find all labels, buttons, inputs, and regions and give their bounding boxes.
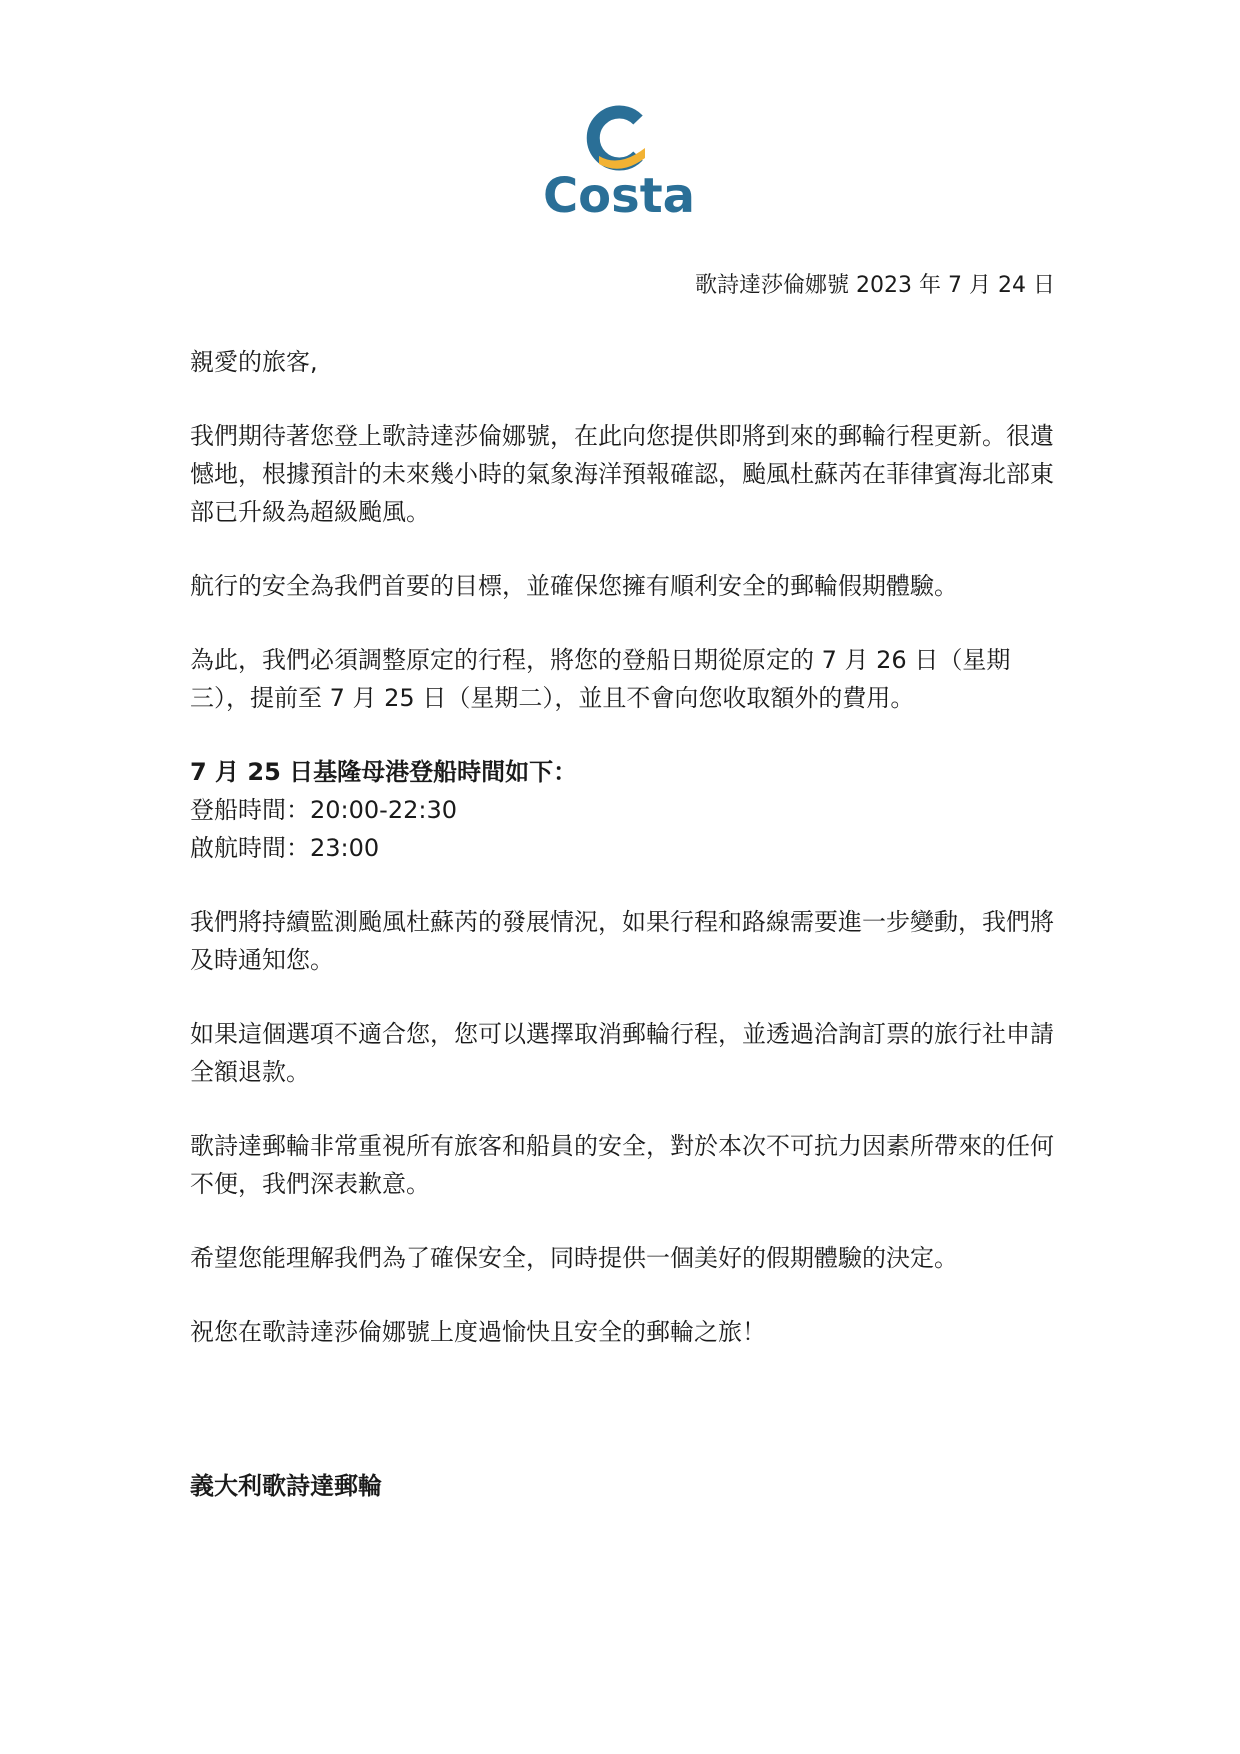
paragraph: 我們期待著您登上歌詩達莎倫娜號，在此向您提供即將到來的郵輪行程更新。很遺憾地，根據預計的未來幾小時的氣象海洋預報確認，颱風杜蘇芮在菲律賓海北部東部已升級為超級颱風。	[190, 422, 1054, 526]
schedule-heading: 7 月 25 日基隆母港登船時間如下：	[190, 758, 578, 786]
departure-time: 啟航時間：23:00	[190, 834, 380, 862]
schedule-block	[190, 753, 1070, 867]
salutation: 親愛的旅客,	[190, 348, 318, 376]
costa-logo	[535, 100, 705, 220]
closing-line: 祝您在歌詩達莎倫娜號上度過愉快且安全的郵輪之旅！	[190, 1318, 766, 1346]
paragraph: 希望您能理解我們為了確保安全，同時提供一個美好的假期體驗的決定。	[190, 1244, 958, 1272]
dateline: 歌詩達莎倫娜號 2023 年 7 月 24 日	[695, 273, 1055, 298]
signature: 義大利歌詩達郵輪	[190, 1472, 382, 1500]
logo-wordmark: Costa	[542, 168, 696, 220]
paragraph: 歌詩達郵輪非常重視所有旅客和船員的安全，對於本次不可抗力因素所帶來的任何不便，我們深表歉意。	[190, 1132, 1054, 1198]
paragraph: 為此，我們必須調整原定的行程，將您的登船日期從原定的 7 月 26 日（星期三），提前至 7 月 25 日（星期二），並且不會向您收取額外的費用。	[190, 646, 1011, 712]
paragraph: 如果這個選項不適合您，您可以選擇取消郵輪行程，並透過洽詢訂票的旅行社申請全額退款。	[190, 1020, 1054, 1086]
paragraph: 航行的安全為我們首要的目標，並確保您擁有順利安全的郵輪假期體驗。	[190, 572, 958, 600]
paragraph: 我們將持續監測颱風杜蘇芮的發展情況，如果行程和路線需要進一步變動，我們將及時通知您。	[190, 908, 1054, 974]
letter-body	[190, 343, 1070, 1387]
boarding-time: 登船時間：20:00-22:30	[190, 796, 457, 824]
